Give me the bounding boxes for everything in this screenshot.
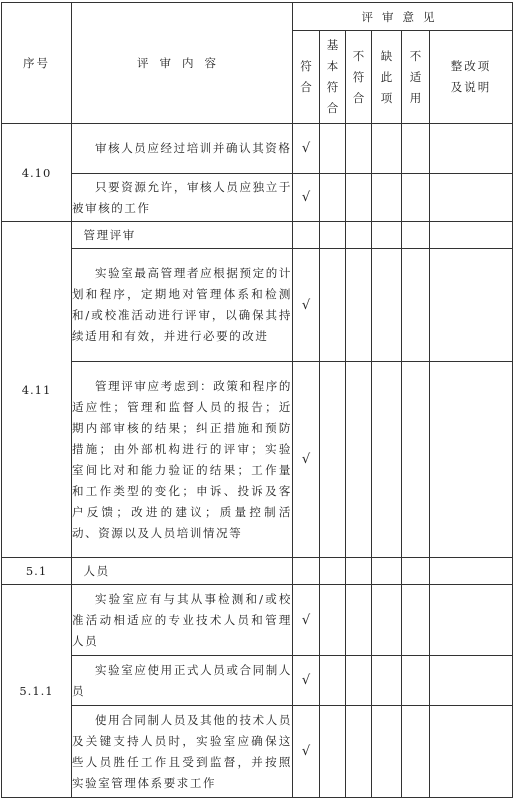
check-not-applicable bbox=[402, 558, 430, 585]
table-row bbox=[2, 706, 513, 798]
table-row bbox=[2, 249, 513, 362]
review-table bbox=[1, 2, 513, 798]
check-lack bbox=[372, 249, 402, 362]
check-not-conform bbox=[346, 249, 372, 362]
check-conform: √ bbox=[293, 362, 320, 558]
check-conform: √ bbox=[293, 249, 320, 362]
rectify-note bbox=[430, 558, 513, 585]
check-lack bbox=[372, 362, 402, 558]
check-not-applicable bbox=[402, 362, 430, 558]
check-not-applicable bbox=[402, 585, 430, 656]
check-conform: √ bbox=[293, 124, 320, 174]
clause-heading: 人员 bbox=[72, 558, 293, 585]
rectify-note bbox=[430, 124, 513, 174]
rectify-note bbox=[430, 174, 513, 222]
clause-text: 实验室应有与其从事检测和/或校准活动相适应的专业技术人员和管理人员 bbox=[72, 585, 293, 656]
clause-text: 管理评审应考虑到：政策和程序的适应性；管理和监督人员的报告；近期内部审核的结果；纠正措施和预防措施；由外部机构进行的评审；实验室间比对和能力验证的结果；工作量和工作类型的变化；申诉、投诉及客户反馈；改进的建议；质量控制活动、资源以及人员培训情况等 bbox=[72, 362, 293, 558]
check-not-conform bbox=[346, 656, 372, 706]
clause-text: 实验室最高管理者应根据预定的计划和程序，定期地对管理体系和检测和/或校准活动进行评审，以确保其持续适用和有效，并进行必要的改进 bbox=[72, 249, 293, 362]
clause-number: 4.11 bbox=[2, 222, 72, 558]
clause-number: 4.10 bbox=[2, 124, 72, 222]
clause-text: 使用合同制人员及其他的技术人员及关键支持人员时，实验室应确保这些人员胜任工作且受到监督，并按照实验室管理体系要求工作 bbox=[72, 706, 293, 798]
table-row bbox=[2, 174, 513, 222]
check-basic-conform bbox=[320, 585, 346, 656]
check-conform: √ bbox=[293, 656, 320, 706]
check-basic-conform bbox=[320, 222, 346, 249]
check-lack bbox=[372, 706, 402, 798]
header-seq: 序号 bbox=[2, 3, 72, 124]
check-lack bbox=[372, 585, 402, 656]
header-conform: 符 合 bbox=[293, 31, 320, 124]
check-lack bbox=[372, 558, 402, 585]
rectify-note bbox=[430, 249, 513, 362]
check-not-conform bbox=[346, 706, 372, 798]
check-not-conform bbox=[346, 585, 372, 656]
check-basic-conform bbox=[320, 558, 346, 585]
check-not-conform bbox=[346, 362, 372, 558]
check-not-conform bbox=[346, 174, 372, 222]
check-not-applicable bbox=[402, 249, 430, 362]
check-not-conform bbox=[346, 222, 372, 249]
table-row bbox=[2, 124, 513, 174]
header-rectify-notes: 整改项 及说明 bbox=[430, 31, 513, 124]
table-row bbox=[2, 585, 513, 656]
check-lack bbox=[372, 656, 402, 706]
check-not-applicable bbox=[402, 174, 430, 222]
check-conform: √ bbox=[293, 174, 320, 222]
clause-text: 审核人员应经过培训并确认其资格 bbox=[72, 124, 293, 174]
header-not-conform: 不 符 合 bbox=[346, 31, 372, 124]
rectify-note bbox=[430, 706, 513, 798]
clause-heading: 管理评审 bbox=[72, 222, 293, 249]
table-row bbox=[2, 558, 513, 585]
table-row bbox=[2, 362, 513, 558]
check-lack bbox=[372, 174, 402, 222]
check-basic-conform bbox=[320, 174, 346, 222]
check-basic-conform bbox=[320, 124, 346, 174]
clause-text: 只要资源允许，审核人员应独立于被审核的工作 bbox=[72, 174, 293, 222]
header-review-opinion: 评审意见 bbox=[293, 3, 513, 31]
header-basic-conform: 基 本 符 合 bbox=[320, 31, 346, 124]
check-basic-conform bbox=[320, 656, 346, 706]
check-not-applicable bbox=[402, 124, 430, 174]
header-content: 评审内容 bbox=[72, 3, 293, 124]
clause-number: 5.1 bbox=[2, 558, 72, 585]
check-not-applicable bbox=[402, 656, 430, 706]
check-conform: √ bbox=[293, 706, 320, 798]
table-row bbox=[2, 222, 513, 249]
rectify-note bbox=[430, 222, 513, 249]
clause-text: 实验室应使用正式人员或合同制人员 bbox=[72, 656, 293, 706]
check-not-applicable bbox=[402, 706, 430, 798]
check-basic-conform bbox=[320, 249, 346, 362]
header-not-applicable: 不 适 用 bbox=[402, 31, 430, 124]
rectify-note bbox=[430, 362, 513, 558]
check-not-applicable bbox=[402, 222, 430, 249]
check-lack bbox=[372, 124, 402, 174]
check-basic-conform bbox=[320, 362, 346, 558]
header-lack-item: 缺 此 项 bbox=[372, 31, 402, 124]
check-basic-conform bbox=[320, 706, 346, 798]
clause-number: 5.1.1 bbox=[2, 585, 72, 798]
check-conform bbox=[293, 222, 320, 249]
rectify-note bbox=[430, 656, 513, 706]
check-conform bbox=[293, 558, 320, 585]
check-lack bbox=[372, 222, 402, 249]
check-not-conform bbox=[346, 558, 372, 585]
check-conform: √ bbox=[293, 585, 320, 656]
table-row bbox=[2, 656, 513, 706]
rectify-note bbox=[430, 585, 513, 656]
check-not-conform bbox=[346, 124, 372, 174]
